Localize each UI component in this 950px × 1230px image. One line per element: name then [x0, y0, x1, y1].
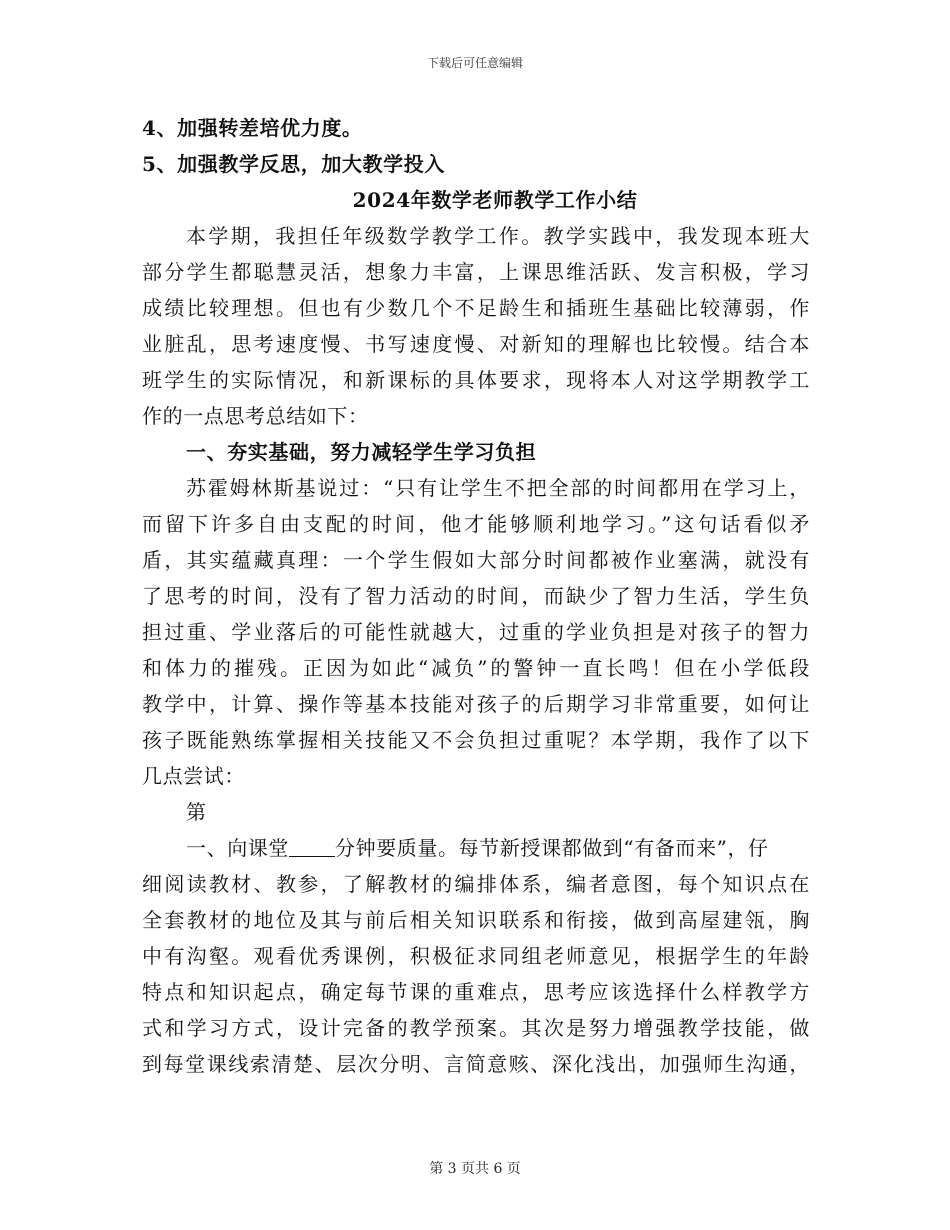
- paragraph-line: 了思考的时间，没有了智力活动的时间，而缺少了智力生活，学生负: [142, 584, 810, 608]
- paragraph-line: 本学期，我担任年级数学教学工作。教学实践中，我发现本班大: [186, 224, 810, 248]
- paragraph-line: 部分学生都聪慧灵活，想象力丰富，上课思维活跃、发言积极，学习: [142, 260, 810, 284]
- page-header-note: 下载后可任意编辑: [426, 56, 523, 70]
- paragraph-line: 成绩比较理想。但也有少数几个不足龄生和插班生基础比较薄弱，作: [142, 296, 810, 320]
- paragraph-line: 中有沟壑。观看优秀课例，积极征求同组老师意见，根据学生的年龄: [142, 944, 810, 968]
- paragraph-text-part: 一、向课堂: [186, 836, 289, 860]
- paragraph-label: 第: [186, 800, 207, 824]
- section-heading: 一、夯实基础，努力减轻学生学习负担: [186, 440, 537, 464]
- paragraph-line: 苏霍姆林斯基说过：“只有让学生不把全部的时间都用在学习上，: [186, 476, 810, 500]
- fill-in-blank: [289, 836, 335, 857]
- paragraph-line: 业脏乱，思考速度慢、书写速度慢、对新知的理解也比较慢。结合本: [142, 332, 810, 356]
- page-footer-page-info: 第 3 页共 6 页: [429, 1161, 521, 1177]
- paragraph-line: [142, 830, 810, 866]
- list-item-5: 5、加强教学反思，加大教学投入: [142, 152, 445, 176]
- paragraph-line: 而留下许多自由支配的时间，他才能够顺利地学习。”这句话看似矛: [142, 512, 810, 536]
- paragraph-line: 全套教材的地位及其与前后相关知识联系和衔接，做到高屋建瓴，胸: [142, 908, 810, 932]
- paragraph-line: 到每堂课线索清楚、层次分明、言简意赅、深化浅出，加强师生沟通，: [142, 1052, 810, 1076]
- paragraph-line: 教学中，计算、操作等基本技能对孩子的后期学习非常重要，如何让: [142, 692, 810, 716]
- paragraph-line: 盾，其实蕴藏真理：一个学生假如大部分时间都被作业塞满，就没有: [142, 548, 810, 572]
- paragraph-line: 担过重、学业落后的可能性就越大，过重的学业负担是对孩子的智力: [142, 620, 810, 644]
- document-title: 2024年数学老师教学工作小结: [352, 188, 638, 212]
- paragraph-line: 几点尝试：: [142, 764, 245, 788]
- paragraph-line: 式和学习方式，设计完备的教学预案。其次是努力增强教学技能，做: [142, 1016, 810, 1040]
- paragraph-line: 作的一点思考总结如下：: [142, 404, 369, 428]
- paragraph-line: 细阅读教材、教参，了解教材的编排体系，编者意图，每个知识点在: [142, 872, 810, 896]
- document-body: [142, 110, 810, 1082]
- paragraph-line: 特点和知识起点，确定每节课的重难点，思考应该选择什么样教学方: [142, 980, 810, 1004]
- paragraph-text-part: 分钟要质量。每节新授课都做到“有备而来”，仔: [335, 836, 769, 860]
- paragraph-line: 班学生的实际情况，和新课标的具体要求，现将本人对这学期教学工: [142, 368, 810, 392]
- list-item-4: 4、加强转差培优力度。: [142, 116, 363, 140]
- paragraph-line: 和体力的摧残。正因为如此“减负”的警钟一直长鸣！但在小学低段: [142, 656, 810, 680]
- paragraph-line: 孩子既能熟练掌握相关技能又不会负担过重呢？本学期，我作了以下: [142, 728, 810, 752]
